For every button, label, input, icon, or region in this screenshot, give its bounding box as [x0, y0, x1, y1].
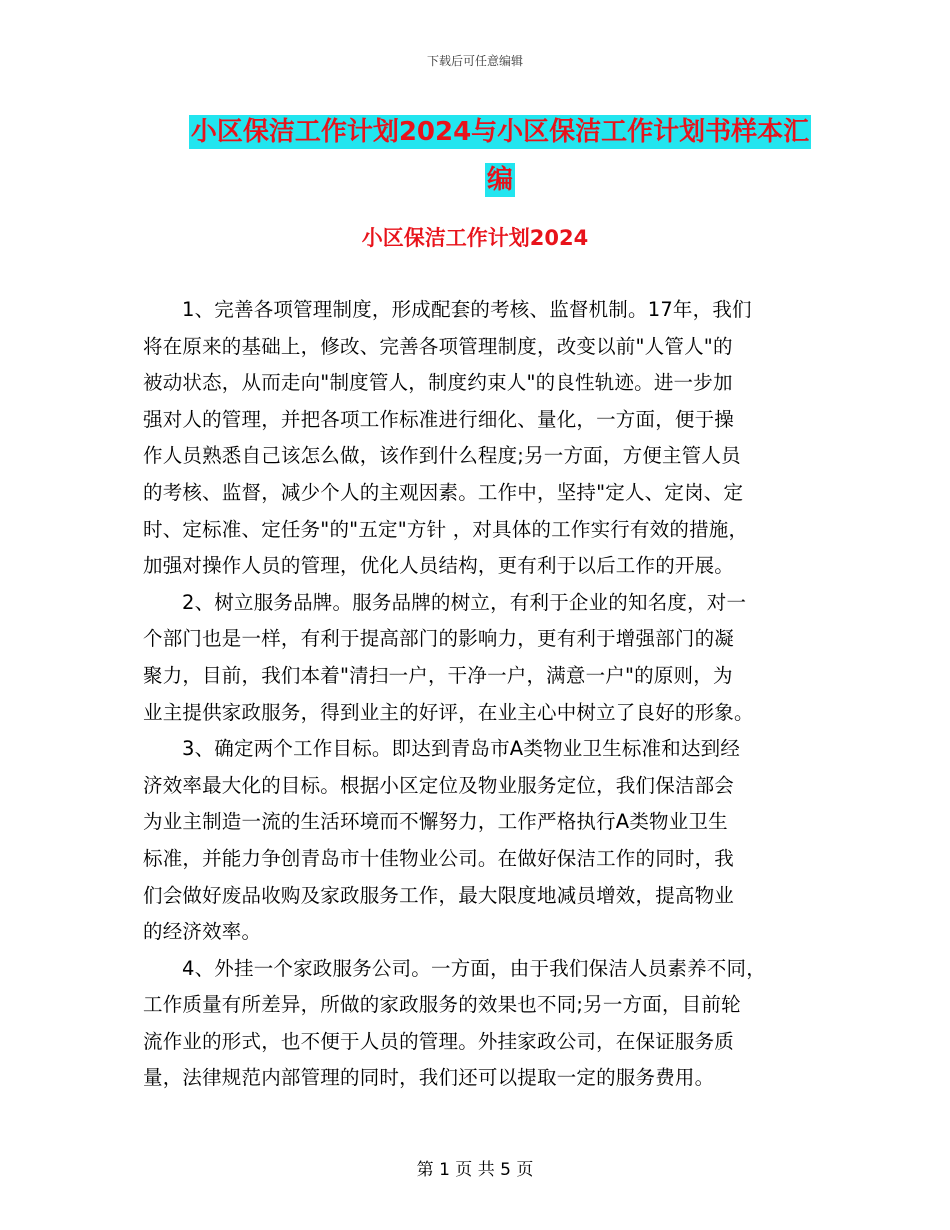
text-line: 标准，并能力争创青岛市十佳物业公司。在做好保洁工作的同时，我	[143, 846, 735, 870]
text-line: 工作质量有所差异，所做的家政服务的效果也不同;另一方面，目前轮	[143, 993, 741, 1017]
page-footer: 第 1 页 共 5 页	[416, 1160, 534, 1180]
text-line: 作人员熟悉自己该怎么做，该作到什么程度;另一方面，方便主管人员	[143, 444, 741, 468]
text-line: 的经济效率。	[143, 920, 262, 944]
document-title	[150, 108, 850, 204]
text-line: 济效率最大化的目标。根据小区定位及物业服务定位，我们保洁部会	[143, 773, 735, 797]
text-line: 加强对操作人员的管理，优化人员结构，更有利于以后工作的开展。	[143, 554, 735, 578]
text-line: 将在原来的基础上，修改、完善各项管理制度，改变以前"人管人"的	[143, 334, 733, 358]
text-line: 的考核、监督，减少个人的主观因素。工作中，坚持"定人、定岗、定	[143, 480, 744, 504]
document-title-line2: 编	[486, 165, 513, 195]
header-note: 下载后可任意编辑	[426, 54, 523, 68]
text-line: 被动状态，从而走向"制度管人，制度约束人"的良性轨迹。进一步加	[143, 371, 733, 395]
text-line: 为业主制造一流的生活环境而不懈努力，工作严格执行A类物业卫生	[143, 810, 728, 834]
section-title: 小区保洁工作计划2024	[361, 226, 589, 250]
text-line: 3、确定两个工作目标。即达到青岛市A类物业卫生标准和达到经	[182, 737, 741, 761]
text-line: 业主提供家政服务，得到业主的好评，在业主心中树立了良好的形象。	[143, 700, 754, 724]
text-line: 时、定标准、定任务"的"五定"方针 ，对具体的工作实行有效的措施，	[143, 517, 749, 541]
text-line: 们会做好废品收购及家政服务工作，最大限度地减员增效，提高物业	[143, 883, 735, 907]
body-text	[143, 292, 811, 1097]
text-line: 聚力，目前，我们本着"清扫一户，干净一户，满意一户"的原则，为	[143, 663, 733, 687]
text-line: 个部门也是一样，有利于提高部门的影响力，更有利于增强部门的凝	[143, 627, 735, 651]
text-line: 1、完善各项管理制度，形成配套的考核、监督机制。17年，我们	[182, 298, 752, 321]
document-title-line1: 小区保洁工作计划2024与小区保洁工作计划书样本汇	[190, 117, 810, 147]
text-line: 流作业的形式，也不便于人员的管理。外挂家政公司，在保证服务质	[143, 1029, 735, 1053]
text-line: 强对人的管理，并把各项工作标准进行细化、量化，一方面，便于操	[143, 407, 735, 431]
text-line: 量，法律规范内部管理的同时，我们还可以提取一定的服务费用。	[143, 1066, 715, 1090]
text-line: 4、外挂一个家政服务公司。一方面，由于我们保洁人员素养不同，	[182, 956, 766, 980]
text-line: 2、树立服务品牌。服务品牌的树立，有利于企业的知名度，对一	[182, 590, 747, 614]
